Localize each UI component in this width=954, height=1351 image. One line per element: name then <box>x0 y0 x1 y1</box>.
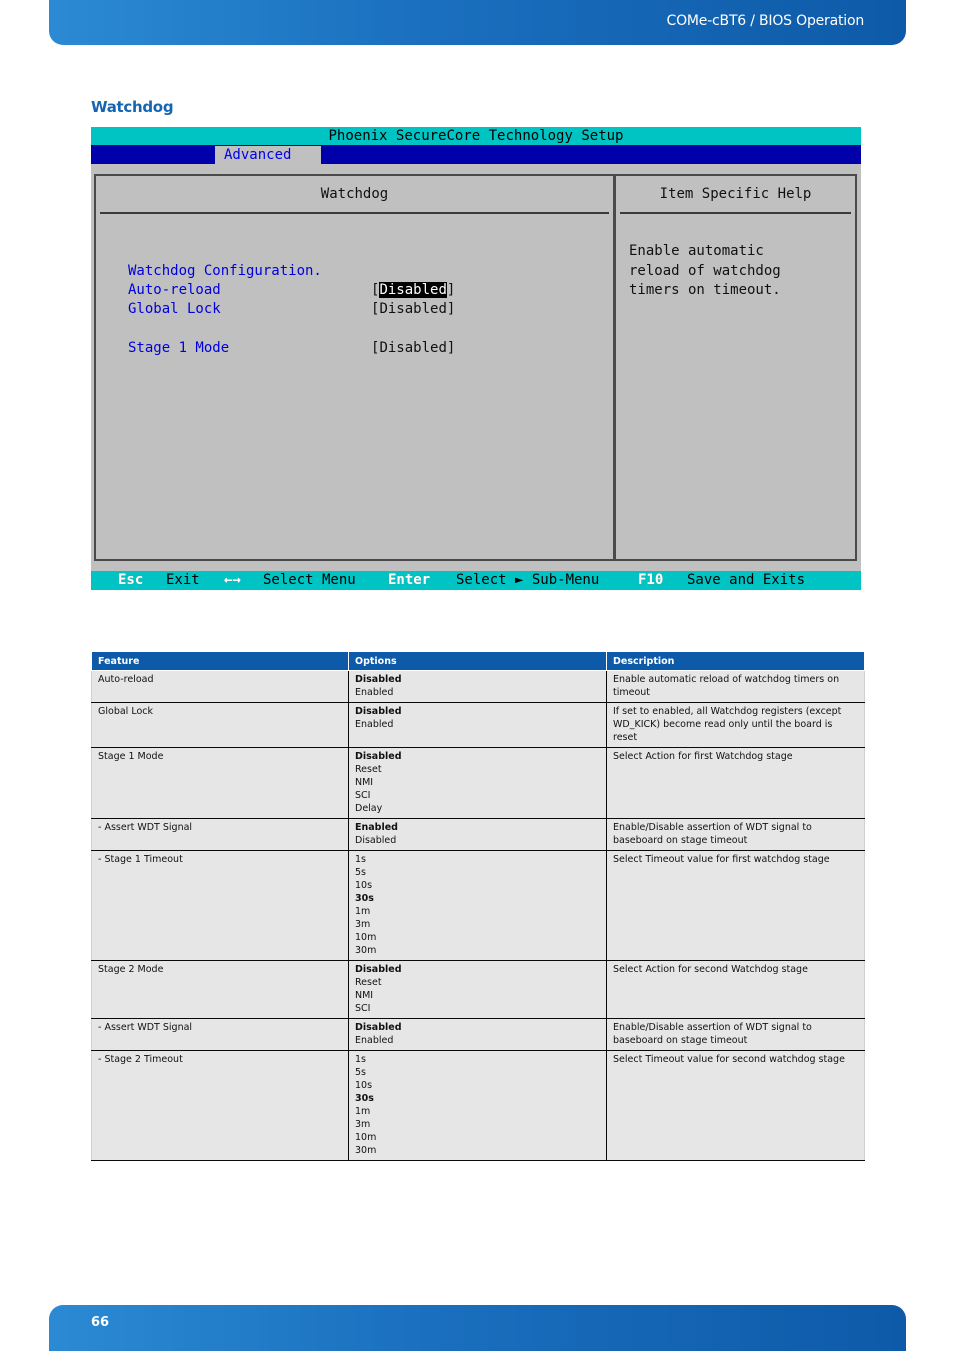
feature-cell: Stage 2 Mode <box>92 961 349 1019</box>
description-cell: Enable/Disable assertion of WDT signal to baseboard on stage timeout <box>607 1019 865 1051</box>
option-default: Enabled <box>355 822 398 833</box>
description-cell: Enable/Disable assertion of WDT signal to baseboard on stage timeout <box>607 819 865 851</box>
option-value: SCI <box>355 790 371 801</box>
setting-value-global-lock[interactable]: [Disabled] <box>371 301 456 317</box>
selected-value[interactable]: Disabled <box>379 282 447 298</box>
feature-cell: - Assert WDT Signal <box>92 819 349 851</box>
esc-key: Esc <box>118 572 144 588</box>
setting-value-text: Disabled <box>379 340 447 356</box>
arrows-text: Select Menu <box>263 572 356 588</box>
table-row <box>92 819 865 851</box>
setting-label-auto-reload[interactable]: Auto-reload <box>128 282 221 298</box>
option-value: 30m <box>355 945 377 956</box>
option-value: Disabled <box>355 835 397 846</box>
options-cell <box>349 819 607 851</box>
option-value: Enabled <box>355 687 394 698</box>
tab-advanced[interactable]: Advanced <box>215 146 321 164</box>
option-default: 30s <box>355 893 374 904</box>
option-default: Disabled <box>355 964 402 975</box>
option-value: 10s <box>355 1080 373 1091</box>
setting-value-text: Disabled <box>379 301 447 317</box>
option-value: Reset <box>355 764 382 775</box>
option-value: 1m <box>355 906 371 917</box>
feature-cell: - Stage 1 Timeout <box>92 851 349 961</box>
option-default: 30s <box>355 1093 374 1104</box>
option-default: Disabled <box>355 674 402 685</box>
options-cell <box>349 961 607 1019</box>
section-heading: Watchdog <box>91 98 174 116</box>
option-value: 10m <box>355 932 377 943</box>
feature-cell: Stage 1 Mode <box>92 748 349 819</box>
column-header-description: Description <box>607 652 865 671</box>
help-line: reload of watchdog <box>629 263 781 279</box>
bios-screenshot <box>91 127 861 590</box>
option-value: NMI <box>355 990 374 1001</box>
option-value: SCI <box>355 1003 371 1014</box>
table-row <box>92 1051 865 1161</box>
setting-value-stage1-mode[interactable]: [Disabled] <box>371 340 456 356</box>
option-value: 1s <box>355 1054 366 1065</box>
f10-key: F10 <box>638 572 664 588</box>
table-row <box>92 1019 865 1051</box>
main-panel-title: Watchdog <box>100 176 609 214</box>
description-cell: Select Action for first Watchdog stage <box>607 748 865 819</box>
option-default: Disabled <box>355 706 402 717</box>
enter-text: Select ► Sub-Menu <box>456 572 600 588</box>
description-cell: Enable automatic reload of watchdog timers on timeout <box>607 671 865 703</box>
page-number: 66 <box>91 1315 110 1330</box>
description-cell: Select Timeout value for first watchdog stage <box>607 851 865 961</box>
help-panel-title: Item Specific Help <box>620 176 851 214</box>
options-cell <box>349 851 607 961</box>
column-header-options: Options <box>349 652 607 671</box>
option-value: 10m <box>355 1132 377 1143</box>
bios-help-panel <box>614 174 857 561</box>
bios-title-bar: Phoenix SecureCore Technology Setup <box>91 127 861 145</box>
option-default: Disabled <box>355 1022 402 1033</box>
option-value: 3m <box>355 1119 371 1130</box>
option-value: NMI <box>355 777 374 788</box>
bios-menu-bar <box>91 145 861 164</box>
help-line: timers on timeout. <box>629 282 781 298</box>
feature-cell: - Stage 2 Timeout <box>92 1051 349 1161</box>
options-cell <box>349 671 607 703</box>
option-value: 3m <box>355 919 371 930</box>
option-value: 5s <box>355 867 366 878</box>
config-title: Watchdog Configuration. <box>128 263 322 279</box>
description-cell: Select Timeout value for second watchdog stage <box>607 1051 865 1161</box>
esc-text: Exit <box>166 572 200 588</box>
option-value: Enabled <box>355 719 394 730</box>
feature-cell: - Assert WDT Signal <box>92 1019 349 1051</box>
page-header <box>49 0 906 45</box>
option-value: Reset <box>355 977 382 988</box>
description-cell: Select Action for second Watchdog stage <box>607 961 865 1019</box>
option-value: 1m <box>355 1106 371 1117</box>
table-row <box>92 703 865 748</box>
setting-value-auto-reload[interactable]: [Disabled] <box>371 282 456 298</box>
watchdog-feature-table <box>91 651 865 1161</box>
options-cell <box>349 748 607 819</box>
table-row <box>92 961 865 1019</box>
feature-cell: Global Lock <box>92 703 349 748</box>
setting-label-stage1-mode[interactable]: Stage 1 Mode <box>128 340 230 356</box>
option-value: 30m <box>355 1145 377 1156</box>
option-value: 10s <box>355 880 373 891</box>
option-value: 1s <box>355 854 366 865</box>
setting-label-global-lock[interactable]: Global Lock <box>128 301 221 317</box>
table-row <box>92 748 865 819</box>
help-line: Enable automatic <box>629 243 764 259</box>
column-header-feature: Feature <box>92 652 349 671</box>
document-title: COMe-cBT6 / BIOS Operation <box>666 13 864 29</box>
bios-main-panel <box>94 174 615 561</box>
option-value: Enabled <box>355 1035 394 1046</box>
options-cell <box>349 1051 607 1161</box>
f10-text: Save and Exits <box>687 572 806 588</box>
table-row <box>92 671 865 703</box>
table-body <box>92 671 865 1161</box>
arrows-key-icon: ←→ <box>224 572 241 588</box>
table-row <box>92 851 865 961</box>
table-header-row <box>92 652 865 671</box>
page-footer <box>49 1305 906 1351</box>
feature-cell: Auto-reload <box>92 671 349 703</box>
bios-status-bar <box>91 571 861 590</box>
option-value: Delay <box>355 803 383 814</box>
options-cell <box>349 1019 607 1051</box>
option-value: 5s <box>355 1067 366 1078</box>
options-cell <box>349 703 607 748</box>
option-default: Disabled <box>355 751 402 762</box>
description-cell: If set to enabled, all Watchdog registers (except WD_KICK) become read only until the board is reset <box>607 703 865 748</box>
enter-key: Enter <box>388 572 431 588</box>
